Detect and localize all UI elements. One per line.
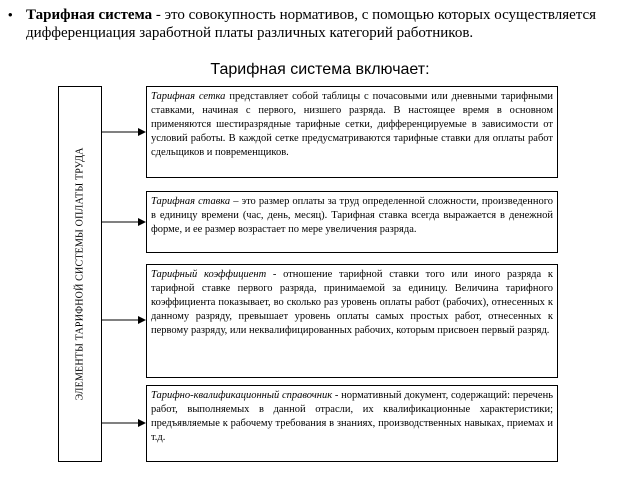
box-tariff-coefficient — [146, 264, 558, 378]
box-text: - нормативный документ, содержащий: перечень работ, выполняемых в данной отрасли, их квалификационные характеристики; предъявляемые к рабочему требования в знаниях, производственных навыках, приемах и т.д. — [151, 390, 553, 443]
box-term: Тарифная сетка — [151, 91, 226, 102]
intro-definition: - это совокупность нормативов, с помощью которых осуществляется дифференциация заработной платы различных категорий работников. — [26, 7, 597, 41]
box-term: Тарифно-квалификационный справочник — [151, 390, 333, 401]
intro-term: Тарифная система — [26, 7, 153, 23]
box-qualification-reference — [146, 385, 558, 462]
box-text: – это размер оплаты за труд определенной сложности, произведенного в единицу времени (час, день, месяц). Тарифная ставка всегда выражается в денежной форме, и ее размер возрастает по мере увеличения разряда. — [151, 196, 553, 235]
box-tariff-grid — [146, 86, 558, 178]
box-text: - отношение тарифной ставки того или иного разряда к тарифной ставке первого разряда, принимаемой за единицу. Величина тарифного коэффициента показывает, во сколько раз уровень оплаты работ (рабочих), отнесенных к данному разряду, превышает уровень оплаты самых простых работ, отнесенных к первому разряду, или неквалифицированных рабочих, которым присвоен первый разряд. — [151, 269, 553, 336]
box-text: представляет собой таблицы с почасовыми или дневными тарифными ставками, начиная с первого, низшего разряда. В настоящее время в основном применяются шестиразрядные тарифные сетки, дифференцируемые в зависимости от условий работы. В каждой сетке предусматриваются тарифные ставки для оплаты работ сдельщиков и повременщиков. — [151, 91, 553, 158]
box-term: Тарифная ставка — [151, 196, 231, 207]
diagram-heading: Тарифная система включает: — [210, 61, 430, 78]
box-tariff-rate — [146, 191, 558, 253]
elements-vertical-label: ЭЛЕМЕНТЫ ТАРИФНОЙ СИСТЕМЫ ОПЛАТЫ ТРУДА — [74, 147, 86, 401]
bullet-icon: • — [8, 7, 13, 22]
elements-vertical-box — [58, 86, 102, 462]
box-term: Тарифный коэффициент — [151, 269, 267, 280]
